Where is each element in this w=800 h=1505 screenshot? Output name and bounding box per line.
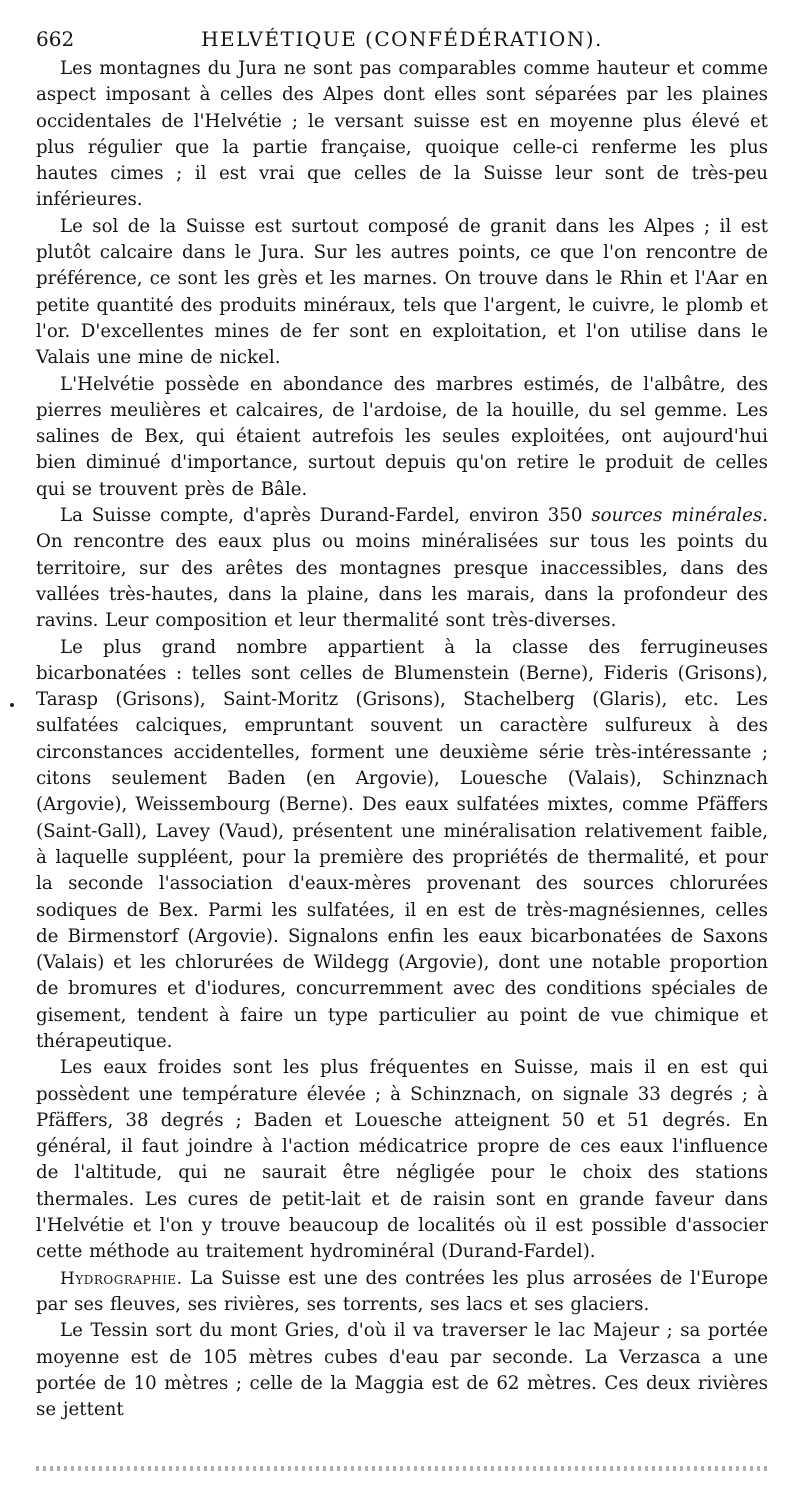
page-number: 662 [36,27,75,51]
paragraph-temperatures: Les eaux froides sont les plus fréquentes en Suisse, mais il en est qui possèdent une température élevée ; à Schinznach, on signale 33 degrés ; à Pfäffers, 38 degrés ; Baden et Louesche atteignent 50 et 51 degrés. En général, il faut joindre à l'action médicatrice propre de ces eaux l'influence de l'altitude, qui ne saurait être négligée pour le choix des stations thermales. Les cures de petit-lait et de raisin sont en grande faveur dans l'Helvétie et l'on y trouve beaucoup de localités où il est possible d'associer cette méthode au traitement hydrominéral (Durand-Fardel). [36,1057,768,1263]
bottom-bleed-through-line [36,1466,768,1471]
mineral-sources-italic: sources minérales [591,505,763,527]
mineral-sources-text-after: . On rencontre des eaux plus ou moins minéralisées sur tous les points du territoire, sur des arêtes des montagnes presque inaccessibles, dans des vallées très-hautes, dans la plaine, dans les marais, dans la profondeur des ravins. Leur composition et leur thermalité sont très-diverses. [36,505,768,632]
paragraph-marbles: L'Helvétie possède en abondance des marbres estimés, de l'albâtre, des pierres meulières et calcaires, de l'ardoise, de la houille, du sel gemme. Les salines de Bex, qui étaient autrefois les seules exploitées, ont aujourd'hui bien diminué d'importance, surtout depuis qu'on retire le produit de celles qui se trouvent près de Bâle. [36,373,768,500]
paragraph-tessin: Le Tessin sort du mont Gries, d'où il va traverser le lac Majeur ; sa portée moyenne est de 105 mètres cubes d'eau par seconde. La Verzasca a une portée de 10 mètres ; celle de la Maggia est de 62 mètres. Ces deux rivières se jettent [36,1320,768,1421]
paragraph-soil: Le sol de la Suisse est surtout composé de granit dans les Alpes ; il est plutôt calcaire dans le Jura. Sur les autres points, ce que l'on rencontre de préférence, ce sont les grès et les marnes. On trouve dans le Rhin et l'Aar en petite quantité des produits minéraux, tels que l'argent, le cuivre, le plomb et l'or. D'excellentes mines de fer sont en exploitation, et l'on utilise dans le Valais une mine de nickel. [36,215,768,369]
paragraph-hydrography [36,1266,768,1319]
running-head [36,22,768,56]
document-page [36,22,768,1423]
mineral-sources-text-before: La Suisse compte, d'après Durand-Fardel, environ 350 [60,505,592,527]
running-title: HELVÉTIQUE (CONFÉDÉRATION). [201,27,603,51]
paragraph-water-classes: Le plus grand nombre appartient à la classe des ferrugineuses bicarbonatées : telles sont celles de Blumenstein (Berne), Fideris (Grisons), Tarasp (Grisons), Saint-Moritz (Grisons), Stachelberg (Glaris), etc. Les sulfatées calciques, empruntant souvent un caractère sulfureux à des circonstances accidentelles, forment une deuxième série très-intéressante ; citons seulement Baden (en Argovie), Louesche (Valais), Schinznach (Argovie), Weissembourg (Berne). Des eaux sulfatées mixtes, comme Pfäffers (Saint-Gall), Lavey (Vaud), présentent une minéralisation relativement faible, à laquelle suppléent, pour la première des propriétés de thermalité, et pour la seconde l'association d'eaux-mères provenant des sources chlorurées sodiques de Bex. Parmi les sulfatées, il en est de très-magnésiennes, celles de Birmenstorf (Argovie). Signalons enfin les eaux bicarbonatées de Saxons (Valais) et les chlorurées de Wildegg (Argovie), dont une notable proportion de bromures et d'iodures, concurremment avec des conditions spéciales de gisement, tendent à faire un type particulier au point de vue chimique et thérapeutique. [36,636,768,1052]
body-text [36,56,768,1423]
hydrography-heading: Hydrographie. [60,1268,183,1289]
hydrography-text: La Suisse est une des contrées les plus arrosées de l'Europe par ses fleuves, ses rivières, ses torrents, ses lacs et ses glaciers. [36,1267,768,1315]
paragraph-jura: Les montagnes du Jura ne sont pas comparables comme hauteur et comme aspect imposant à celles des Alpes dont elles sont séparées par les plaines occidentales de l'Helvétie ; le versant suisse est en moyenne plus élevé et plus régulier que la partie française, quoique celle-ci renferme les plus hautes cimes ; il est vrai que celles de la Suisse leur sont de très-peu inférieures. [36,58,768,211]
margin-mark [10,703,14,707]
paragraph-mineral-sources [36,503,768,634]
